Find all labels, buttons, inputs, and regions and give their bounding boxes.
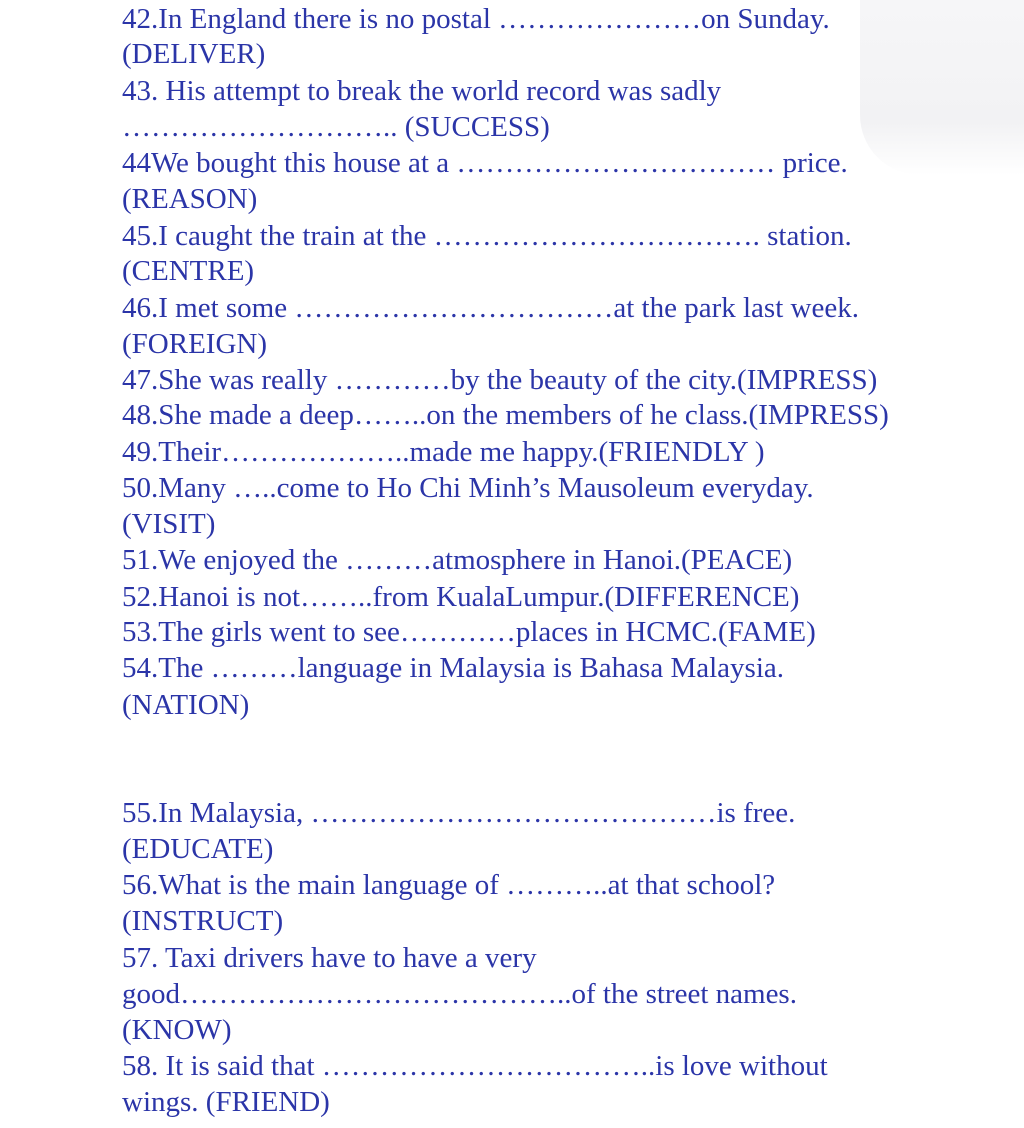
exercise-line: (KNOW) xyxy=(122,1014,232,1046)
exercise-line: 42.In England there is no postal …………………on Sunday. xyxy=(122,3,830,35)
exercise-line: (REASON) xyxy=(122,183,258,215)
exercise-line: 55.In Malaysia, ……………………………………is free. xyxy=(122,797,796,829)
exercise-line: (VISIT) xyxy=(122,508,216,540)
exercise-line: 57. Taxi drivers have to have a very xyxy=(122,942,537,974)
exercise-line: 58. It is said that ……………………………..is love without xyxy=(122,1050,828,1082)
exercise-line: 44We bought this house at a …………………………… price. xyxy=(122,147,848,179)
exercise-line: (CENTRE) xyxy=(122,255,255,287)
exercise-line: 48.She made a deep……..on the members of he class.(IMPRESS) xyxy=(122,399,889,431)
exercise-line: 46.I met some ……………………………at the park last week. xyxy=(122,292,859,324)
exercise-line: (EDUCATE) xyxy=(122,833,274,865)
exercise-line: (NATION) xyxy=(122,689,250,721)
exercise-line: good…………………………………..of the street names. xyxy=(122,978,797,1010)
exercise-line: (INSTRUCT) xyxy=(122,905,284,937)
exercise-line: 51.We enjoyed the ………atmosphere in Hanoi.(PEACE) xyxy=(122,544,793,576)
exercise-line: wings. (FRIEND) xyxy=(122,1086,330,1118)
exercise-line: (DELIVER) xyxy=(122,38,266,70)
exercise-line: 52.Hanoi is not……..from KualaLumpur.(DIFFERENCE) xyxy=(122,581,800,613)
exercise-line: 43. His attempt to break the world record was sadly xyxy=(122,75,722,107)
exercise-line: 49.Their………………..made me happy.(FRIENDLY ) xyxy=(122,436,765,468)
exercise-line: 47.She was really …………by the beauty of the city.(IMPRESS) xyxy=(122,364,878,396)
exercise-line: 54.The ………language in Malaysia is Bahasa Malaysia. xyxy=(122,652,785,684)
exercise-line: 50.Many …..come to Ho Chi Minh’s Mausoleum everyday. xyxy=(122,472,814,504)
exercise-line: ……………………….. (SUCCESS) xyxy=(122,111,550,143)
exercise-line: 45.I caught the train at the ……………………………. station. xyxy=(122,220,852,252)
exercise-line: 56.What is the main language of ………..at that school? xyxy=(122,869,776,901)
exercise-line: 53.The girls went to see…………places in HCMC.(FAME) xyxy=(122,616,816,648)
exercise-line: (FOREIGN) xyxy=(122,328,267,360)
